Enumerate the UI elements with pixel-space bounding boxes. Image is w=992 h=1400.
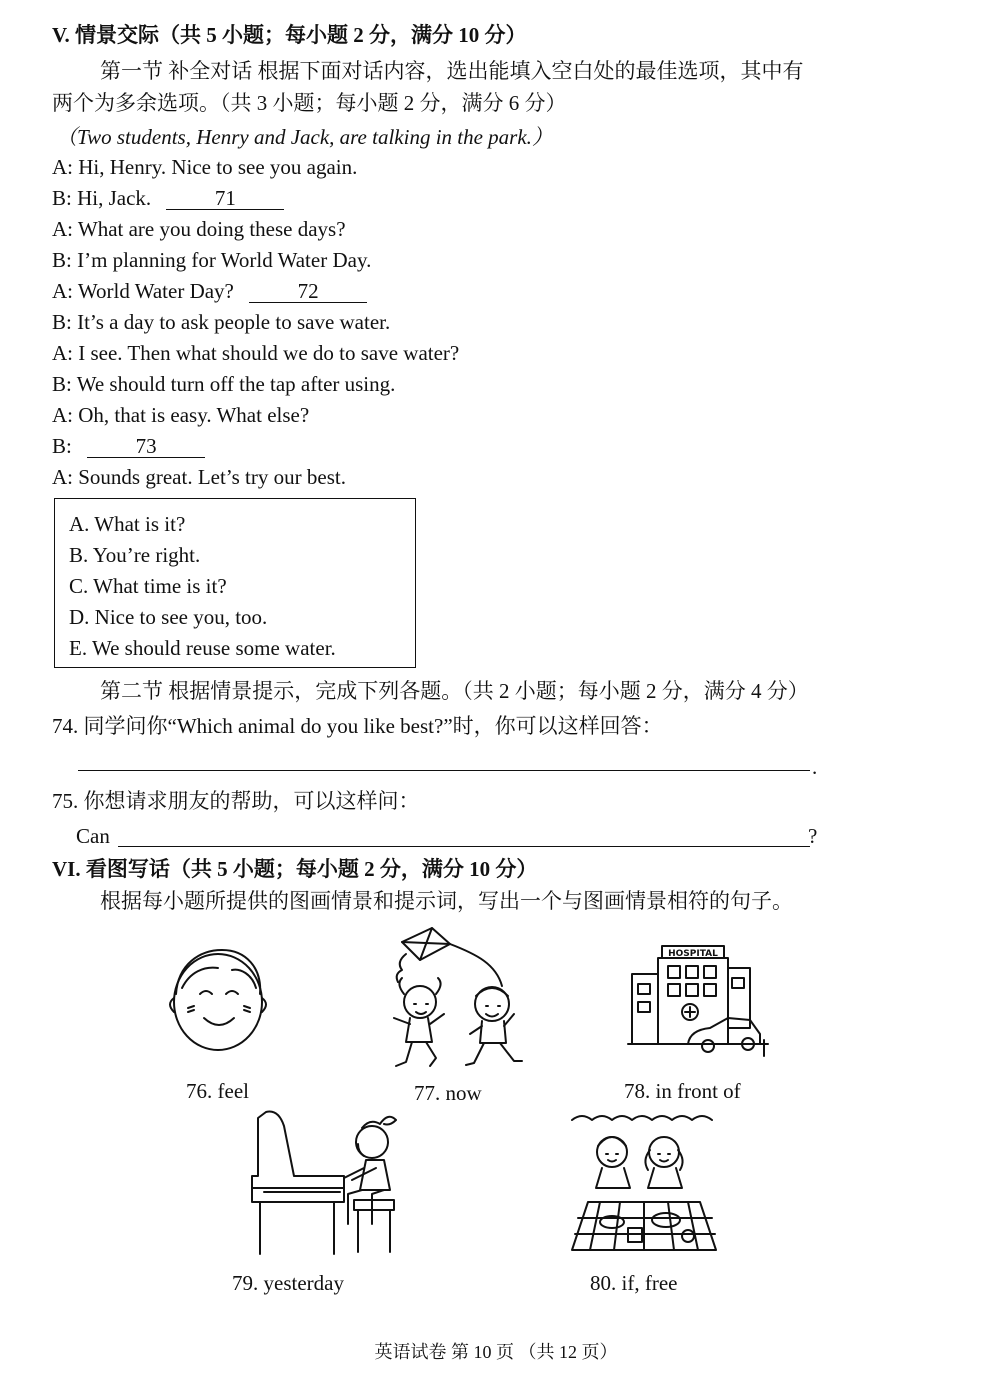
dialogue-line-2 <box>52 185 284 211</box>
dialogue-line-4: B: I’m planning for World Water Day. <box>52 248 372 272</box>
hospital-sign-text: HOSPITAL <box>668 949 718 959</box>
caption-78: 78. in front of <box>624 1079 741 1103</box>
caption-77: 77. now <box>414 1081 482 1105</box>
dialogue-line-10-text: B: <box>52 434 72 458</box>
caption-76: 76. feel <box>186 1079 249 1103</box>
caption-80: 80. if, free <box>590 1271 678 1295</box>
option-e[interactable]: E. We should reuse some water. <box>69 636 336 660</box>
dialogue-line-9: A: Oh, that is easy. What else? <box>52 403 310 427</box>
question-74: 74. 同学问你“Which animal do you like best?”时，你可以这样回答： <box>52 714 663 738</box>
section-6-instructions: 根据每小题所提供的图画情景和提示词，写出一个与图画情景相符的句子。 <box>100 889 793 913</box>
dialogue-line-5 <box>52 278 367 304</box>
answer-75-question-mark: ? <box>808 824 818 848</box>
hospital-car-icon <box>628 930 768 1060</box>
question-75-prefix: Can <box>76 824 110 848</box>
section-5-title: V. 情景交际（共 5 小题；每小题 2 分，满分 10 分） <box>52 23 527 47</box>
dialogue-line-6: B: It’s a day to ask people to save water. <box>52 310 391 334</box>
dialogue-line-3: A: What are you doing these days? <box>52 217 346 241</box>
dialogue-line-1: A: Hi, Henry. Nice to see you again. <box>52 155 358 179</box>
dialogue-line-5-text: A: World Water Day? <box>52 279 234 303</box>
option-a[interactable]: A. What is it? <box>69 512 186 536</box>
caption-79: 79. yesterday <box>232 1271 344 1295</box>
dialogue-line-10 <box>52 433 205 459</box>
answer-blank-72[interactable]: 72 <box>249 280 367 303</box>
dialogue-line-8: B: We should turn off the tap after using. <box>52 372 396 396</box>
kids-picnic-icon <box>570 1110 720 1260</box>
answer-blank-71[interactable]: 71 <box>166 187 284 210</box>
dialogue-line-2-text: B: Hi, Jack. <box>52 186 152 210</box>
option-b[interactable]: B. You’re right. <box>69 543 201 567</box>
part1-instructions: 第一节 补全对话 根据下面对话内容，选出能填入空白处的最佳选项，其中有 <box>100 59 804 83</box>
dialogue-context: （Two students, Henry and Jack, are talking in the park.） <box>56 125 553 149</box>
smiling-boy-face-icon <box>160 942 280 1062</box>
section-6-title: VI. 看图写话（共 5 小题；每小题 2 分，满分 10 分） <box>52 857 538 881</box>
option-c[interactable]: C. What time is it? <box>69 574 227 598</box>
options-box <box>54 498 416 668</box>
page-footer: 英语试卷 第 10 页 （共 12 页） <box>374 1342 618 1362</box>
girl-playing-piano-icon <box>244 1106 404 1256</box>
dialogue-line-7: A: I see. Then what should we do to save water? <box>52 341 460 365</box>
part2-instructions: 第二节 根据情景提示，完成下列各题。（共 2 小题；每小题 2 分，满分 4 分） <box>100 679 809 703</box>
dialogue-line-11: A: Sounds great. Let’s try our best. <box>52 465 346 489</box>
answer-line-74[interactable] <box>78 770 810 771</box>
answer-74-period: . <box>812 755 818 779</box>
question-75: 75. 你想请求朋友的帮助，可以这样问： <box>52 789 420 813</box>
kids-flying-kite-icon <box>376 924 536 1074</box>
part1-instructions-cont: 两个为多余选项。（共 3 小题；每小题 2 分，满分 6 分） <box>52 91 567 115</box>
answer-line-75[interactable] <box>118 846 810 847</box>
answer-blank-73[interactable]: 73 <box>87 435 205 458</box>
option-d[interactable]: D. Nice to see you, too. <box>69 605 268 629</box>
